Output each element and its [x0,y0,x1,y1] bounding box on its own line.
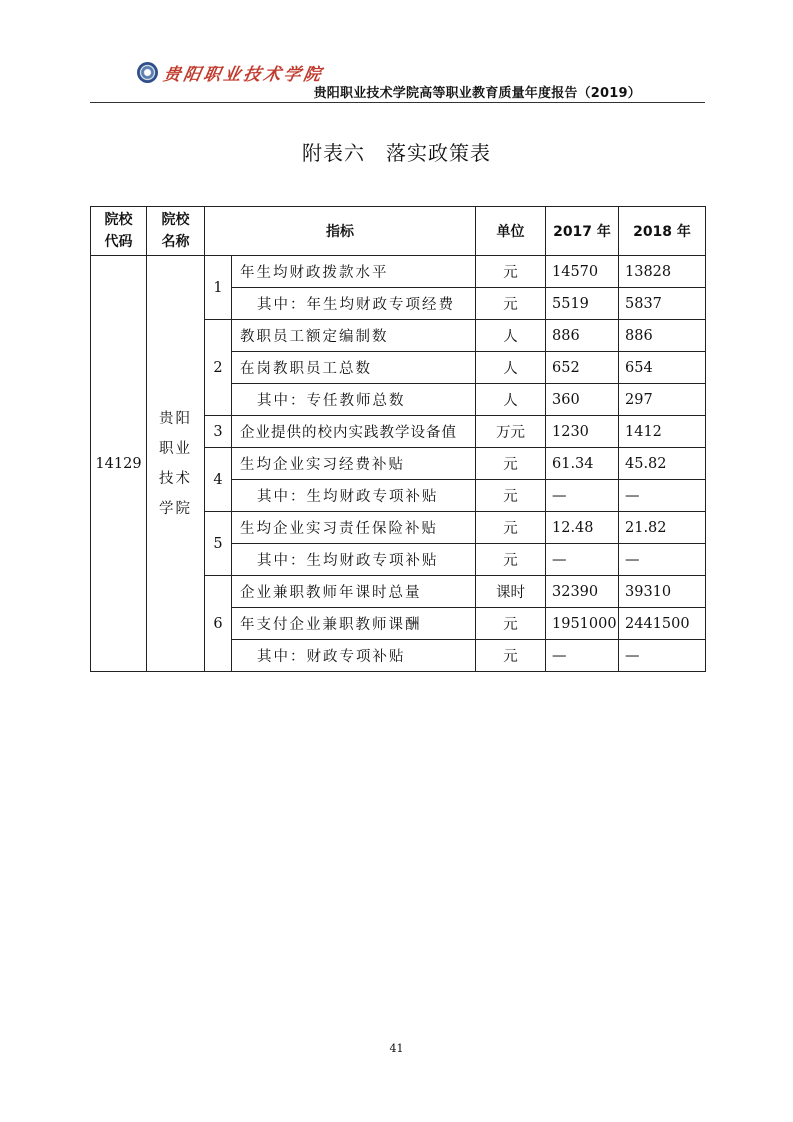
value-2017-cell: — [546,480,619,512]
value-2018-cell: 297 [619,384,706,416]
indicator-cell: 其中：年生均财政专项经费 [232,288,476,320]
group-number: 3 [205,416,232,448]
indicator-cell: 其中：财政专项补贴 [232,640,476,672]
indicator-cell: 生均企业实习责任保险补贴 [232,512,476,544]
unit-cell: 元 [476,256,546,288]
group-number: 4 [205,448,232,512]
value-2017-cell: 652 [546,352,619,384]
unit-cell: 人 [476,352,546,384]
indicator-cell: 其中：专任教师总数 [232,384,476,416]
group-number: 2 [205,320,232,416]
value-2018-cell: — [619,640,706,672]
page-title: 附表六 落实政策表 [302,141,491,165]
unit-cell: 元 [476,288,546,320]
unit-cell: 课时 [476,576,546,608]
header-indicator: 指标 [205,207,476,256]
value-2017-cell: 1230 [546,416,619,448]
value-2018-cell: 45.82 [619,448,706,480]
value-2017-cell: — [546,640,619,672]
unit-cell: 元 [476,480,546,512]
header-2018: 2018 年 [619,207,706,256]
header-logo [137,60,324,85]
value-2017-cell: 14570 [546,256,619,288]
value-2018-cell: — [619,480,706,512]
indicator-cell: 年支付企业兼职教师课酬 [232,608,476,640]
value-2018-cell: 1412 [619,416,706,448]
policy-table [90,206,706,672]
school-name-cell: 贵阳职业技术学院 [147,256,205,672]
value-2017-cell: 32390 [546,576,619,608]
value-2017-cell: 360 [546,384,619,416]
value-2018-cell: 5837 [619,288,706,320]
indicator-cell: 其中：生均财政专项补贴 [232,544,476,576]
indicator-cell: 生均企业实习经费补贴 [232,448,476,480]
unit-cell: 人 [476,384,546,416]
unit-cell: 元 [476,448,546,480]
indicator-cell: 企业兼职教师年课时总量 [232,576,476,608]
unit-cell: 元 [476,640,546,672]
group-number: 5 [205,512,232,576]
logo-text: 贵阳职业技术学院 [161,65,326,85]
unit-cell: 元 [476,512,546,544]
value-2018-cell: 654 [619,352,706,384]
unit-cell: 人 [476,320,546,352]
school-code-cell: 14129 [91,256,147,672]
indicator-cell: 企业提供的校内实践教学设备值 [232,416,476,448]
page-number: 41 [389,1042,404,1055]
table-row [91,256,706,288]
value-2018-cell: 13828 [619,256,706,288]
value-2018-cell: — [619,544,706,576]
table-header-row [91,207,706,256]
indicator-cell: 其中：生均财政专项补贴 [232,480,476,512]
indicator-cell: 在岗教职员工总数 [232,352,476,384]
value-2018-cell: 2441500 [619,608,706,640]
header-2017: 2017 年 [546,207,619,256]
indicator-cell: 年生均财政拨款水平 [232,256,476,288]
unit-cell: 万元 [476,416,546,448]
group-number: 6 [205,576,232,672]
header-school-code: 院校代码 [91,207,147,256]
value-2017-cell: 886 [546,320,619,352]
school-seal-icon [137,62,158,83]
running-title: 贵阳职业技术学院高等职业教育质量年度报告（2019） [313,86,641,101]
header-divider [90,102,705,103]
value-2017-cell: 1951000 [546,608,619,640]
unit-cell: 元 [476,544,546,576]
value-2017-cell: 61.34 [546,448,619,480]
indicator-cell: 教职员工额定编制数 [232,320,476,352]
value-2017-cell: 5519 [546,288,619,320]
value-2018-cell: 21.82 [619,512,706,544]
value-2018-cell: 886 [619,320,706,352]
header-unit: 单位 [476,207,546,256]
unit-cell: 元 [476,608,546,640]
header-school-name: 院校名称 [147,207,205,256]
group-number: 1 [205,256,232,320]
value-2017-cell: — [546,544,619,576]
value-2018-cell: 39310 [619,576,706,608]
value-2017-cell: 12.48 [546,512,619,544]
